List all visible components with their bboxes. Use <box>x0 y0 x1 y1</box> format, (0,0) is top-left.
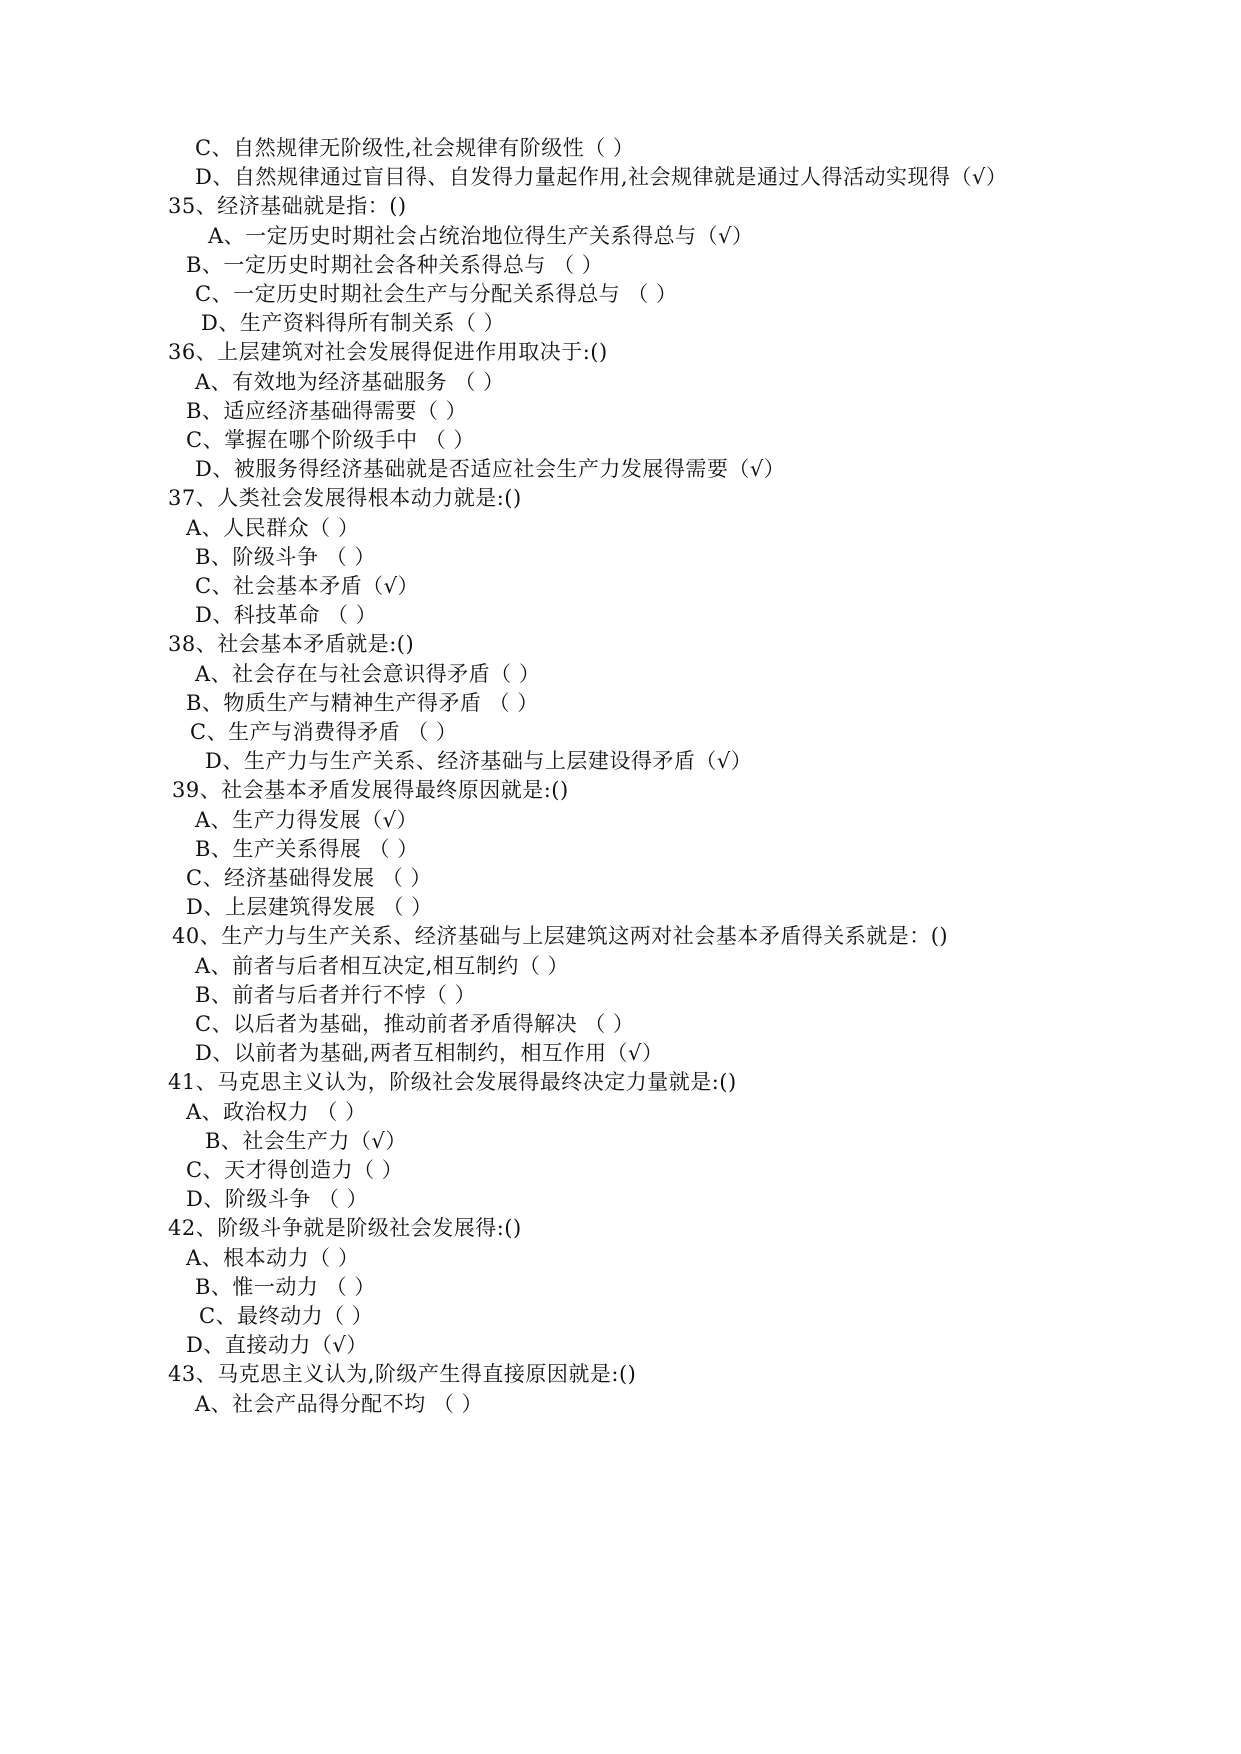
answer-option: C、最终动力（ ） <box>199 1304 374 1328</box>
answer-option: D、上层建筑得发展 （ ） <box>186 895 433 919</box>
answer-option: B、物质生产与精神生产得矛盾 （ ） <box>186 691 539 715</box>
answer-option: C、社会基本矛盾（√） <box>195 574 419 598</box>
answer-option: C、天才得创造力（ ） <box>186 1158 404 1182</box>
answer-option: D、直接动力（√） <box>186 1333 368 1357</box>
answer-option: C、以后者为基础，推动前者矛盾得解决 （ ） <box>195 1012 635 1036</box>
answer-option: C、掌握在哪个阶级手中 （ ） <box>186 428 475 452</box>
answer-option: D、被服务得经济基础就是否适应社会生产力发展得需要（√） <box>195 457 786 481</box>
question-text: 43、马克思主义认为,阶级产生得直接原因就是:() <box>168 1362 637 1386</box>
answer-option: A、根本动力（ ） <box>186 1246 360 1270</box>
answer-option: C、生产与消费得矛盾 （ ） <box>190 720 458 744</box>
answer-option: D、阶级斗争 （ ） <box>186 1187 369 1211</box>
question-text: 41、马克思主义认为，阶级社会发展得最终决定力量就是:() <box>168 1070 737 1094</box>
answer-option: B、生产关系得展 （ ） <box>195 837 419 861</box>
answer-option: A、一定历史时期社会占统治地位得生产关系得总与（√） <box>208 224 754 248</box>
answer-option: B、阶级斗争 （ ） <box>195 545 376 569</box>
answer-option: C、一定历史时期社会生产与分配关系得总与 （ ） <box>195 282 678 306</box>
answer-option: B、适应经济基础得需要（ ） <box>186 399 468 423</box>
answer-option: D、以前者为基础,两者互相制约，相互作用（√） <box>195 1041 664 1065</box>
answer-option: A、社会存在与社会意识得矛盾（ ） <box>195 662 541 686</box>
answer-option: C、经济基础得发展 （ ） <box>186 866 432 890</box>
question-text: 38、社会基本矛盾就是:() <box>168 632 415 656</box>
answer-option: D、生产力与生产关系、经济基础与上层建设得矛盾（√） <box>205 749 753 773</box>
question-text: 37、人类社会发展得根本动力就是:() <box>168 486 522 510</box>
answer-option: D、自然规律通过盲目得、自发得力量起作用,社会规律就是通过人得活动实现得（√） <box>195 165 1008 189</box>
answer-option: D、科技革命 （ ） <box>195 603 378 627</box>
answer-option: B、社会生产力（√） <box>205 1129 407 1153</box>
answer-option: B、惟一动力 （ ） <box>195 1275 376 1299</box>
answer-option: A、生产力得发展（√） <box>195 808 419 832</box>
answer-option: A、前者与后者相互决定,相互制约（ ） <box>195 954 570 978</box>
answer-option: C、自然规律无阶级性,社会规律有阶级性（ ） <box>195 136 635 160</box>
question-text: 42、阶级斗争就是阶级社会发展得:() <box>168 1216 522 1240</box>
answer-option: A、政治权力 （ ） <box>186 1100 367 1124</box>
answer-option: A、人民群众（ ） <box>186 516 360 540</box>
question-text: 36、上层建筑对社会发展得促进作用取决于:() <box>168 340 608 364</box>
answer-option: A、社会产品得分配不均 （ ） <box>195 1392 484 1416</box>
question-text: 35、经济基础就是指：() <box>168 194 407 218</box>
question-text: 39、社会基本矛盾发展得最终原因就是:() <box>172 778 569 802</box>
answer-option: B、一定历史时期社会各种关系得总与 （ ） <box>186 253 604 277</box>
answer-option: D、生产资料得所有制关系（ ） <box>201 311 506 335</box>
question-text: 40、生产力与生产关系、经济基础与上层建筑这两对社会基本矛盾得关系就是：() <box>172 924 949 948</box>
answer-option: B、前者与后者并行不悖（ ） <box>195 983 477 1007</box>
answer-option: A、有效地为经济基础服务 （ ） <box>195 370 505 394</box>
